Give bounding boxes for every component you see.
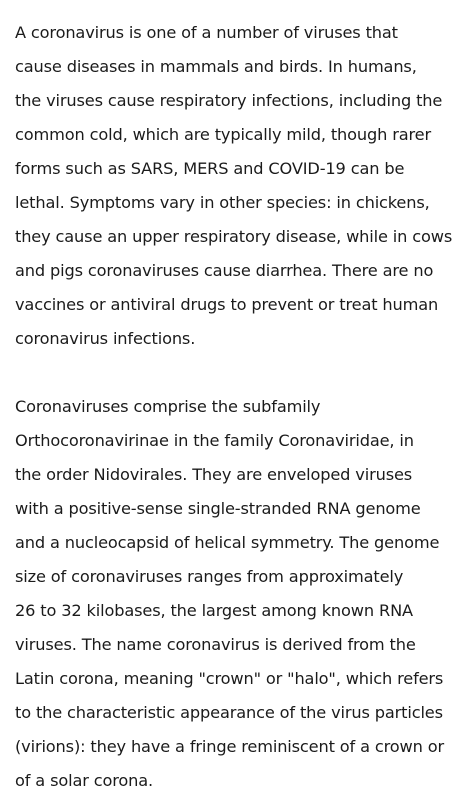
text-line: the order Nidovirales. They are enveloped viruses: [15, 465, 413, 484]
document-body: [15, 18, 470, 800]
paragraph-coronavirus-classification: [15, 392, 470, 800]
text-line: of a solar corona.: [15, 771, 153, 790]
text-line: vaccines or antiviral drugs to prevent or treat human: [15, 295, 439, 314]
text-line: (virions): they have a fringe reminiscent of a crown or: [15, 737, 444, 756]
paragraph-spacer: [15, 358, 470, 392]
text-line: Orthocoronavirinae in the family Coronaviridae, in: [15, 431, 414, 450]
text-line: coronavirus infections.: [15, 329, 196, 348]
text-line: and a nucleocapsid of helical symmetry. The genome: [15, 533, 440, 552]
paragraph-coronavirus-overview: [15, 18, 470, 358]
text-line: with a positive-sense single-stranded RNA genome: [15, 499, 421, 518]
text-line: A coronavirus is one of a number of viruses that: [15, 23, 398, 42]
text-line: lethal. Symptoms vary in other species: in chickens,: [15, 193, 430, 212]
text-line: forms such as SARS, MERS and COVID-19 can be: [15, 159, 405, 178]
text-line: viruses. The name coronavirus is derived from the: [15, 635, 416, 654]
text-line: the viruses cause respiratory infections, including the: [15, 91, 443, 110]
text-line: Latin corona, meaning "crown" or "halo", which refers: [15, 669, 444, 688]
text-line: they cause an upper respiratory disease, while in cows: [15, 227, 453, 246]
text-line: common cold, which are typically mild, though rarer: [15, 125, 431, 144]
text-line: 26 to 32 kilobases, the largest among known RNA: [15, 601, 413, 620]
text-line: Coronaviruses comprise the subfamily: [15, 397, 321, 416]
text-line: cause diseases in mammals and birds. In humans,: [15, 57, 417, 76]
text-line: size of coronaviruses ranges from approximately: [15, 567, 404, 586]
text-line: to the characteristic appearance of the virus particles: [15, 703, 443, 722]
text-line: and pigs coronaviruses cause diarrhea. There are no: [15, 261, 434, 280]
